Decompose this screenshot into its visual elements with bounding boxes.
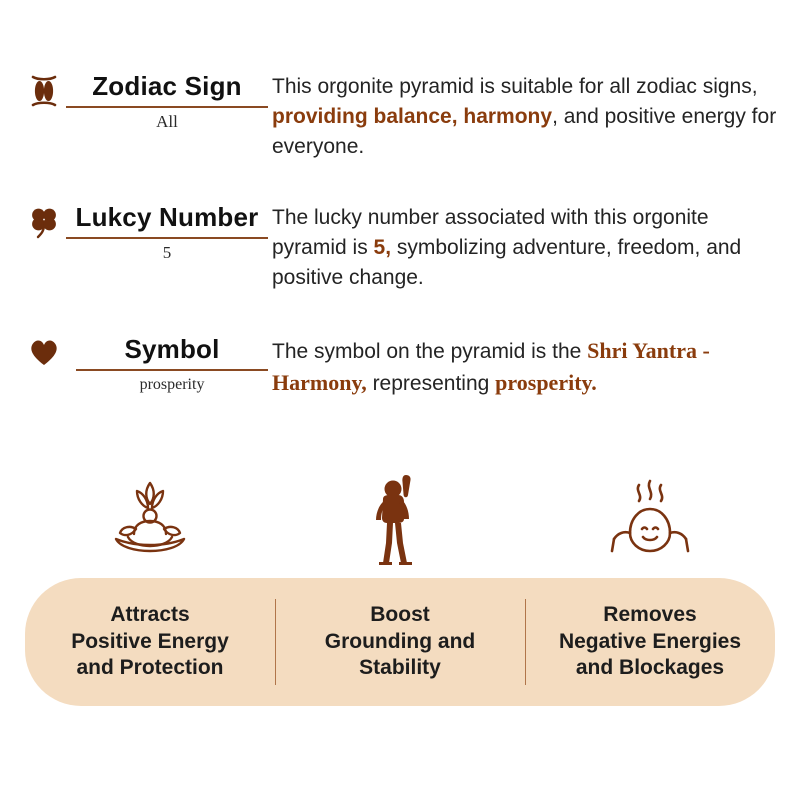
attribute-desc-part-1: This orgonite pyramid is suitable for all zodiac signs, (272, 75, 758, 98)
attribute-desc-highlight-2: prosperity. (495, 369, 597, 395)
clover-icon (22, 203, 66, 239)
attribute-desc-part-2: representing (366, 371, 496, 395)
attribute-value: All (156, 111, 178, 131)
attribute-desc-highlight: 5, (373, 236, 392, 260)
attribute-label-wrap-zodiac (66, 72, 272, 132)
person-raised-arm-icon (365, 473, 435, 570)
benefit-line-2: Negative Energies (558, 629, 742, 653)
attribute-desc-part-1: The symbol on the pyramid is the (272, 339, 588, 363)
attribute-description-symbol (272, 335, 800, 399)
attribute-desc-part-1: The lucky number associated with this orgonite pyramid is (272, 206, 709, 260)
lotus-meditation-icon (104, 477, 196, 570)
benefit-icon-row (25, 470, 775, 570)
benefit-line-1: Boost (370, 602, 430, 626)
benefit-line-2: Grounding and Stability (324, 629, 476, 680)
attribute-title: Zodiac Sign (92, 71, 242, 101)
benefits-band (25, 578, 775, 706)
benefit-item-2 (275, 602, 525, 683)
heart-icon (22, 335, 66, 367)
benefit-line-1: Removes (603, 602, 697, 626)
attribute-row-zodiac-sign (0, 72, 800, 161)
benefit-line-2: Positive Energy (71, 629, 229, 653)
head-release-icon (604, 477, 696, 570)
benefit-line-3: and Protection (76, 656, 224, 680)
attribute-label-wrap-symbol (66, 335, 272, 394)
attribute-row-symbol (0, 335, 800, 399)
attribute-label-wrap-lucky (66, 203, 272, 263)
benefit-icon-cell-2 (275, 473, 525, 570)
attribute-left-zodiac (0, 72, 272, 132)
attribute-list (0, 72, 800, 441)
attribute-left-lucky (0, 203, 272, 263)
gemini-zodiac-icon (22, 72, 66, 108)
benefits-section (25, 470, 775, 706)
attribute-description-lucky (272, 203, 800, 292)
benefit-line-1: Attracts (110, 602, 190, 626)
benefit-icon-cell-1 (25, 477, 275, 570)
benefit-item-3 (525, 602, 775, 683)
benefit-line-3: and Blockages (575, 656, 725, 680)
attribute-left-symbol (0, 335, 272, 394)
attribute-desc-part-2: symbolizing adventure, freedom, and positive change. (272, 236, 742, 290)
attribute-desc-highlight: providing balance, harmony (272, 104, 553, 128)
attribute-underline (66, 106, 268, 108)
attribute-title: Symbol (124, 333, 220, 364)
attribute-value: 5 (162, 243, 172, 263)
attribute-row-lucky-number (0, 203, 800, 292)
attribute-value: prosperity (139, 375, 205, 393)
attribute-description-zodiac (272, 72, 800, 161)
attribute-underline (76, 369, 268, 371)
attribute-title: Lukcy Number (75, 202, 259, 233)
attribute-underline (66, 237, 268, 239)
benefit-icon-cell-3 (525, 477, 775, 570)
attribute-desc-highlight: Shri Yantra - Harmony, (272, 337, 710, 395)
attribute-desc-part-2: , and positive energy for everyone. (272, 104, 777, 158)
benefit-item-1 (25, 602, 275, 683)
